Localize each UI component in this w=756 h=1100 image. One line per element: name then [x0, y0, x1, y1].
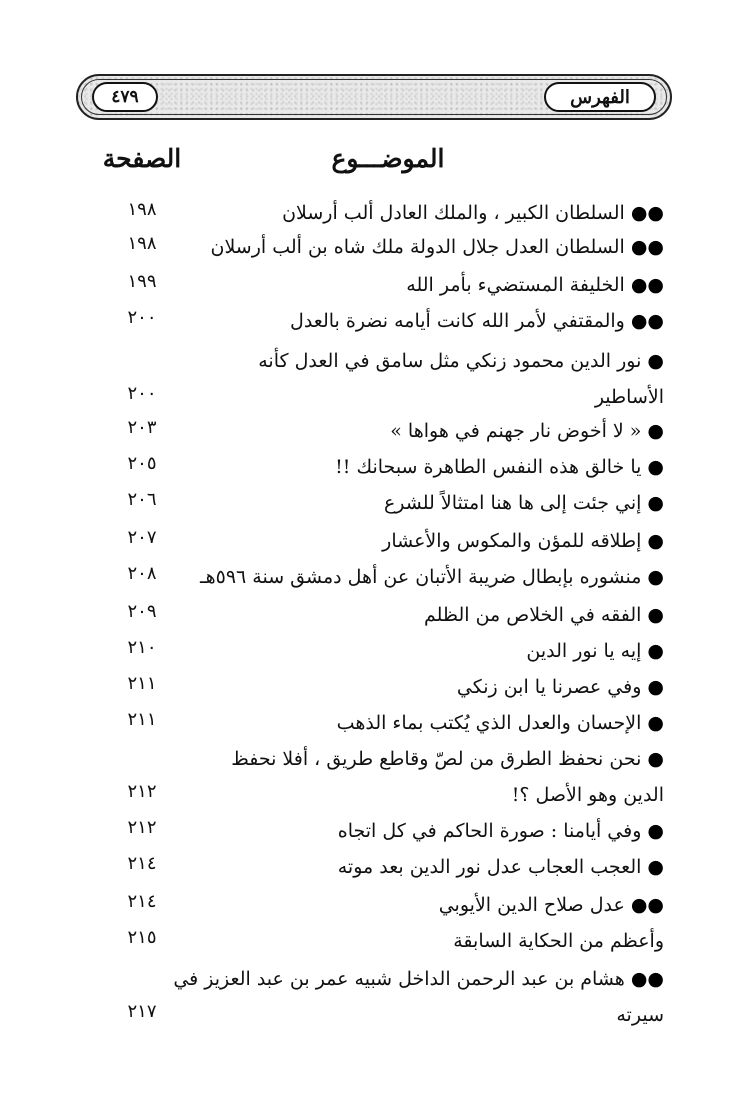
toc-entry-title — [384, 486, 664, 520]
page-number-badge: ٤٧٩ — [92, 82, 158, 112]
toc-entry-page: ٢١٤ — [127, 853, 157, 874]
bullet-icon: ●● — [630, 310, 664, 332]
toc-entry-text: وفي عصرنا يا ابن زنكي — [456, 676, 642, 698]
toc-entry-text: وفي أيامنا : صورة الحاكم في كل اتجاه — [337, 820, 642, 842]
toc-entry-page: ٢٠٠ — [127, 383, 157, 404]
toc-entry-text: وأعظم من الحكاية السابقة — [453, 930, 664, 952]
section-title-badge: الفهرس — [544, 82, 656, 112]
toc-entry — [0, 850, 756, 884]
toc-entry-text: نور الدين محمود زنكي مثل سامق في العدل كأنه — [258, 350, 642, 372]
page-column-heading: الصفحة — [102, 144, 182, 173]
bullet-icon: ● — [647, 350, 664, 372]
toc-entry — [0, 304, 756, 338]
toc-entry-text: السلطان الكبير ، والملك العادل ألب أرسلان — [282, 202, 625, 224]
toc-entry-title — [457, 670, 664, 704]
toc-entry-page: ١٩٨ — [127, 233, 157, 254]
toc-entry-text: العجب العجاب عدل نور الدين بعد موته — [337, 856, 642, 878]
bullet-icon: ● — [647, 748, 664, 770]
bullet-icon: ●● — [630, 274, 664, 296]
toc-entry — [0, 998, 756, 1032]
bullet-icon: ● — [647, 604, 664, 626]
subject-column-heading: الموضـــوع — [331, 144, 445, 173]
toc-entry — [0, 962, 756, 996]
toc-entry — [0, 414, 756, 448]
toc-entry-text: يا خالق هذه النفس الطاهرة سبحانك !! — [335, 456, 642, 478]
toc-entry — [0, 344, 756, 378]
toc-entry-page: ١٩٩ — [127, 271, 157, 292]
toc-entry-page: ٢١٢ — [127, 781, 157, 802]
toc-entry-text: الدين وهو الأصل ؟! — [511, 784, 664, 806]
toc-entry-title — [382, 524, 664, 558]
page-header-banner — [76, 74, 672, 120]
toc-entry-page: ٢١٤ — [127, 891, 157, 912]
toc-entry-title — [211, 230, 665, 264]
toc-entry-title — [406, 268, 664, 302]
toc-entry-text: « لا أخوض نار جهنم في هواها » — [390, 420, 642, 442]
toc-entry — [0, 380, 756, 414]
toc-entry-text: الخليفة المستضيء بأمر الله — [406, 274, 625, 296]
toc-entry-page: ١٩٨ — [127, 199, 157, 220]
toc-entry — [0, 924, 756, 958]
toc-entry-text: عدل صلاح الدين الأيوبي — [438, 894, 625, 916]
toc-entry-page: ٢٠٣ — [127, 417, 157, 438]
toc-entry-title — [338, 814, 664, 848]
toc-entry-text: إني جئت إلى ها هنا امتثالاً للشرع — [383, 492, 642, 514]
toc-entry — [0, 814, 756, 848]
toc-entry-text: والمقتفي لأمر الله كانت أيامه نضرة بالعدل — [290, 310, 625, 332]
toc-entry-title — [338, 850, 664, 884]
toc-entry — [0, 778, 756, 812]
toc-entry-text: إيه يا نور الدين — [526, 640, 642, 662]
bullet-icon: ● — [647, 420, 664, 442]
bullet-icon: ●● — [630, 968, 664, 990]
toc-entry-title — [282, 196, 664, 230]
toc-entry-title — [439, 888, 664, 922]
toc-entry-page: ٢٠٠ — [127, 307, 157, 328]
toc-entry-page: ٢١٥ — [127, 927, 157, 948]
toc-entry-title — [335, 450, 664, 484]
toc-entry-text: السلطان العدل جلال الدولة ملك شاه بن ألب أرسلان — [210, 236, 625, 258]
toc-entry-title — [200, 560, 664, 594]
toc-entry-text: الأساطير — [594, 386, 664, 408]
bullet-icon: ● — [647, 456, 664, 478]
toc-entry-text: نحن نحفظ الطرق من لصّ وقاطع طريق ، أفلا نحفظ — [231, 748, 642, 770]
toc-entry — [0, 450, 756, 484]
toc-entry — [0, 670, 756, 704]
bullet-icon: ●● — [630, 236, 664, 258]
toc-entry — [0, 706, 756, 740]
toc-entry-title — [173, 962, 664, 996]
bullet-icon: ● — [647, 640, 664, 662]
toc-entry-title — [424, 598, 664, 632]
toc-entry-page: ٢٠٥ — [127, 453, 157, 474]
toc-entry-page: ٢٠٩ — [127, 601, 157, 622]
bullet-icon: ● — [647, 566, 664, 588]
toc-entry-page: ٢١١ — [127, 709, 157, 730]
toc-entry — [0, 888, 756, 922]
toc-entry — [0, 524, 756, 558]
toc-entry-title — [231, 742, 664, 776]
bullet-icon: ● — [647, 676, 664, 698]
toc-entry-text: الفقه في الخلاص من الظلم — [423, 604, 642, 626]
toc-entry-title — [337, 706, 664, 740]
toc-entry-text: الإحسان والعدل الذي يُكتب بماء الذهب — [336, 712, 642, 734]
bullet-icon: ● — [647, 820, 664, 842]
toc-entry-title — [595, 380, 664, 414]
toc-entry-text: هشام بن عبد الرحمن الداخل شبيه عمر بن عبد العزيز في — [173, 968, 625, 990]
toc-entry-page: ٢١١ — [127, 673, 157, 694]
toc-entry-text: سيرته — [616, 1004, 664, 1026]
toc-entry-page: ٢٠٧ — [127, 527, 157, 548]
bullet-icon: ●● — [630, 202, 664, 224]
toc-entry — [0, 742, 756, 776]
toc-entry — [0, 486, 756, 520]
toc-entry-page: ٢١٢ — [127, 817, 157, 838]
toc-entry-page: ٢٠٦ — [127, 489, 157, 510]
toc-entry-title — [526, 634, 664, 668]
bullet-icon: ● — [647, 712, 664, 734]
toc-entry-title — [616, 998, 664, 1032]
bullet-icon: ● — [647, 856, 664, 878]
bullet-icon: ● — [647, 530, 664, 552]
toc-entry-title — [290, 304, 664, 338]
bullet-icon: ●● — [630, 894, 664, 916]
toc-entry — [0, 230, 756, 264]
toc-entry — [0, 634, 756, 668]
toc-entry-title — [390, 414, 664, 448]
toc-entry-page: ٢٠٨ — [127, 563, 157, 584]
toc-entry — [0, 196, 756, 230]
toc-entry-title — [512, 778, 664, 812]
toc-entry — [0, 598, 756, 632]
toc-entry — [0, 268, 756, 302]
bullet-icon: ● — [647, 492, 664, 514]
toc-entry-title — [453, 924, 664, 958]
toc-entry-page: ٢١٠ — [127, 637, 157, 658]
toc-entry-title — [258, 344, 664, 378]
toc-entry-page: ٢١٧ — [127, 1001, 157, 1022]
toc-entry-text: إطلاقه للمؤن والمكوس والأعشار — [382, 530, 642, 552]
toc-entry — [0, 560, 756, 594]
toc-entry-text: منشوره بإبطال ضريبة الأتبان عن أهل دمشق سنة ٥٩٦هـ — [200, 566, 642, 588]
